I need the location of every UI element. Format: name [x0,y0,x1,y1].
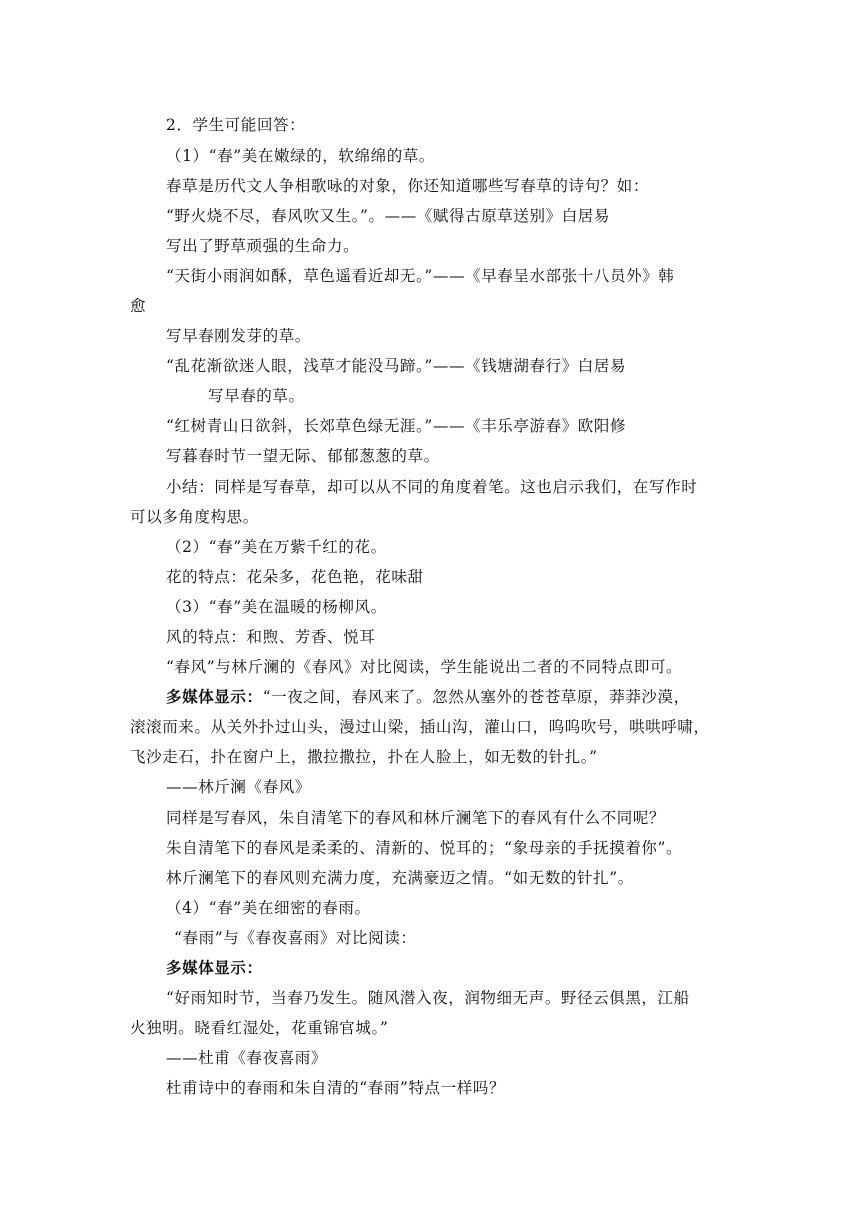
quote-text: 飞沙走石，扑在窗户上，撒拉撒拉，扑在人脸上，如无数的针扎。” [130,748,598,766]
point-rain: （4）“春”美在细密的春雨。 [166,899,371,917]
quote-source: ——杜甫《春夜喜雨》 [166,1049,328,1067]
quote-text: 滚滚而来。从关外扑过山头，漫过山梁，插山沟，灌山口，呜呜吹号，哄哄呼啸， [130,718,710,736]
answer-heading: 2．学生可能回答： [166,116,306,134]
quote-text: 火独明。晓看红湿处，花重锦官城。” [130,1019,389,1037]
text-line: 写早春刚发芽的草。 [166,327,311,345]
quote-text: “一夜之间，春风来了。忽然从塞外的苍苍草原，莽莽沙漠， [262,688,690,706]
poem-quote: “乱花渐欲迷人眼，浅草才能没马蹄。”——《钱塘湖春行》白居易 [166,357,627,375]
text-line: 杜甫诗中的春雨和朱自清的“春雨”特点一样吗？ [166,1079,506,1097]
text-line: 春草是历代文人争相歌咏的对象，你还知道哪些写春草的诗句？如： [166,177,650,195]
quote-text: “好雨知时节，当春乃发生。随风潜入夜，润物细无声。野径云俱黑，江船 [166,989,690,1007]
poem-quote: “红树青山日欲斜，长郊草色绿无涯。”——《丰乐亭游春》欧阳修 [166,417,627,435]
summary-line: 小结：同样是写春草，却可以从不同的角度着笔。这也启示我们，在写作时 [166,478,698,496]
summary-line: 可以多角度构思。 [130,508,259,526]
text-line: 写出了野草顽强的生命力。 [166,237,360,255]
point-wind: （3）“春”美在温暖的杨柳风。 [166,598,387,616]
text-line: “春雨”与《春夜喜雨》对比阅读： [174,929,417,947]
text-line: 写早春的草。 [208,387,305,405]
multimedia-label: 多媒体显示： [166,958,263,977]
multimedia-label: 多媒体显示： [166,687,263,706]
text-line: 花的特点：花朵多，花色艳，花味甜 [166,568,424,586]
text-line: 朱自清笔下的春风是柔柔的、清新的、悦耳的；“象母亲的手抚摸着你”。 [166,839,683,857]
point-flowers: （2）“春”美在万紫千红的花。 [166,538,387,556]
poem-quote: “野火烧不尽，春风吹又生。”。——《赋得古原草送别》白居易 [166,207,610,225]
text-line: 同样是写春风，朱自清笔下的春风和林斤澜笔下的春风有什么不同呢？ [166,809,666,827]
multimedia-line [166,687,690,707]
point-grass: （1）“春”美在嫩绿的，软绵绵的草。 [166,147,436,165]
text-line: 愈 [130,297,147,315]
quote-source: ——林斤澜《春风》 [166,778,311,796]
text-line: 林斤澜笔下的春风则充满力度，充满豪迈之情。“如无数的针扎”。 [166,869,634,887]
text-line: “春风”与林斤澜的《春风》对比阅读，学生能说出二者的不同特点即可。 [166,658,683,676]
text-line: 风的特点：和煦、芳香、悦耳 [166,628,376,646]
text-line: 写暮春时节一望无际、郁郁葱葱的草。 [166,447,440,465]
poem-quote: “天街小雨润如酥，草色遥看近却无。”——《早春呈水部张十八员外》韩 [166,267,675,285]
